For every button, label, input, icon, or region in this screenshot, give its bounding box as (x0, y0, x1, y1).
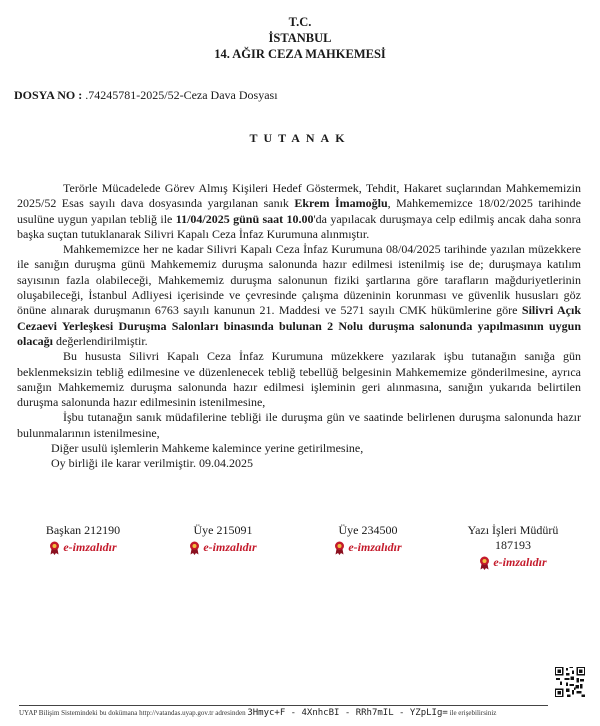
qr-code-icon (555, 667, 585, 697)
file-number-label: DOSYA NO : (14, 88, 83, 102)
e-signature-label: e-imzalıdır (63, 540, 117, 554)
header-tc: T.C. (288, 15, 312, 29)
seal-icon (479, 556, 490, 570)
paragraph-6: Oy birliği ile karar verilmiştir. 09.04.2025 (51, 456, 253, 471)
file-number (14, 88, 278, 103)
verification-code: 3Hmyc+F - 4XnhcBI - RRh7mIL - YZpLIg= (247, 708, 448, 718)
signature-clerk (448, 523, 578, 574)
paragraph-5: Diğer usulü işlemlerin Mahkeme kalemince yerine getirilmesine, (51, 441, 364, 456)
e-signature-label: e-imzalıdır (203, 540, 257, 554)
document-body (17, 181, 581, 472)
signature-member-1 (168, 523, 278, 559)
p1-text-2: , Mahkememizce 18/02/2025 tarihinde usulüne uygun yapılan tebliğ ile (17, 196, 582, 226)
e-signature-badge (334, 540, 401, 555)
p2-text-2: değerlendirilmiştir. (53, 333, 148, 348)
p2-text-1: Mahkememizce her ne kadar Silivri Kapalı Ceza İnfaz Kurumuna 08/04/2025 tarihinde yazılan müzekkere ile sanığın duruşma günü Mahkememiz duruşma salonunda hazır edilmesi istenilmiş ise de; duruşmaya katılım sayısının fazla olabileceği, Mahkememiz duruşma salonunun fiziki şartlarına göre tarafların mağduriyetlerinin oluşabileceği, İstanbul Adliyesi içerisinde ve çevresinde çalışma düzeninin korunması ve güvenlik hususları göz önüne alınarak duruşmanın 6763 sayılı kanunun 21. Maddesi ve 5271 sayılı CMK hükümlerine göre (17, 242, 581, 318)
signature-chair (28, 523, 138, 559)
signature-title: Üye 234500 (338, 523, 398, 537)
seal-icon (49, 541, 60, 555)
e-signature-badge (189, 540, 256, 555)
e-signature-badge (49, 540, 116, 555)
signature-title: Başkan 212190 (45, 523, 121, 537)
footer-suffix: ile erişebilirsiniz (449, 709, 497, 717)
e-signature-badge (479, 555, 546, 570)
p1-text-1: Terörle Mücadelede Görev Almış Kişileri Hedef Göstermek, Tehdit, Hakaret suçlarından Mahkememizin 2025/52 Esas sayılı dava dosyasında yargılanan sanık (17, 181, 581, 211)
seal-icon (334, 541, 345, 555)
paragraph-4: İşbu tutanağın sanık müdafilerine tebliği ile duruşma gün ve saatinde belirlenen duruşma salonunda hazır bulunmalarının istenilmesine, (17, 410, 581, 440)
footer-divider (19, 705, 548, 706)
e-signature-label: e-imzalıdır (493, 555, 547, 569)
header-city: İSTANBUL (268, 31, 332, 45)
seal-icon (189, 541, 200, 555)
header-court: 14. AĞIR CEZA MAHKEMESİ (214, 47, 386, 61)
hearing-location: Silivri Açık Cezaevi Yerleşkesi Duruşma Salonları binasında bulunan 2 Nolu duruşma salonunda yapılmasının uygun olacağı (17, 303, 581, 348)
paragraph-2 (17, 242, 581, 349)
paragraph-3: Bu hususta Silivri Kapalı Ceza İnfaz Kurumuna müzekkere yazılarak işbu tutanağın sanığa gün beklenmeksizin tebliğ edilmesine ve düzenlenecek tebliğ tebellüğ belgesinin Mahkememize gönderilmesine, ayrıca sanığın Mahkememiz duruşma salonunda hazır edilmesi işleminin geri alınmasına, sanığın yukarıda belirtilen duruşma salonunda hazır edilmesinin istenilmesine, (17, 349, 581, 410)
signature-member-2 (313, 523, 423, 559)
footer-verification (19, 708, 559, 718)
document-title: TUTANAK (249, 131, 351, 145)
hearing-datetime: 11/04/2025 günü saat 10.00 (175, 211, 314, 226)
signature-title: Yazı İşleri Müdürü (467, 523, 559, 537)
footer-prefix: UYAP Bilişim Sistemindeki bu dokümana http://vatandas.uyap.gov.tr adresinden (19, 709, 246, 717)
signature-title: Üye 215091 (193, 523, 253, 537)
defendant-name: Ekrem İmamoğlu (294, 196, 388, 211)
paragraph-1 (17, 181, 581, 242)
p1-text-3: 'da yapılacak duruşmaya celp edilmiş ancak daha sonra başka suçtan tutuklanarak Silivri Kapalı Ceza İnfaz Kurumuna alınmıştır. (17, 211, 581, 241)
signature-id: 187193 (495, 538, 531, 552)
file-number-value: .74245781-2025/52-Ceza Dava Dosyası (82, 88, 278, 102)
e-signature-label: e-imzalıdır (348, 540, 402, 554)
document-header (0, 14, 600, 62)
